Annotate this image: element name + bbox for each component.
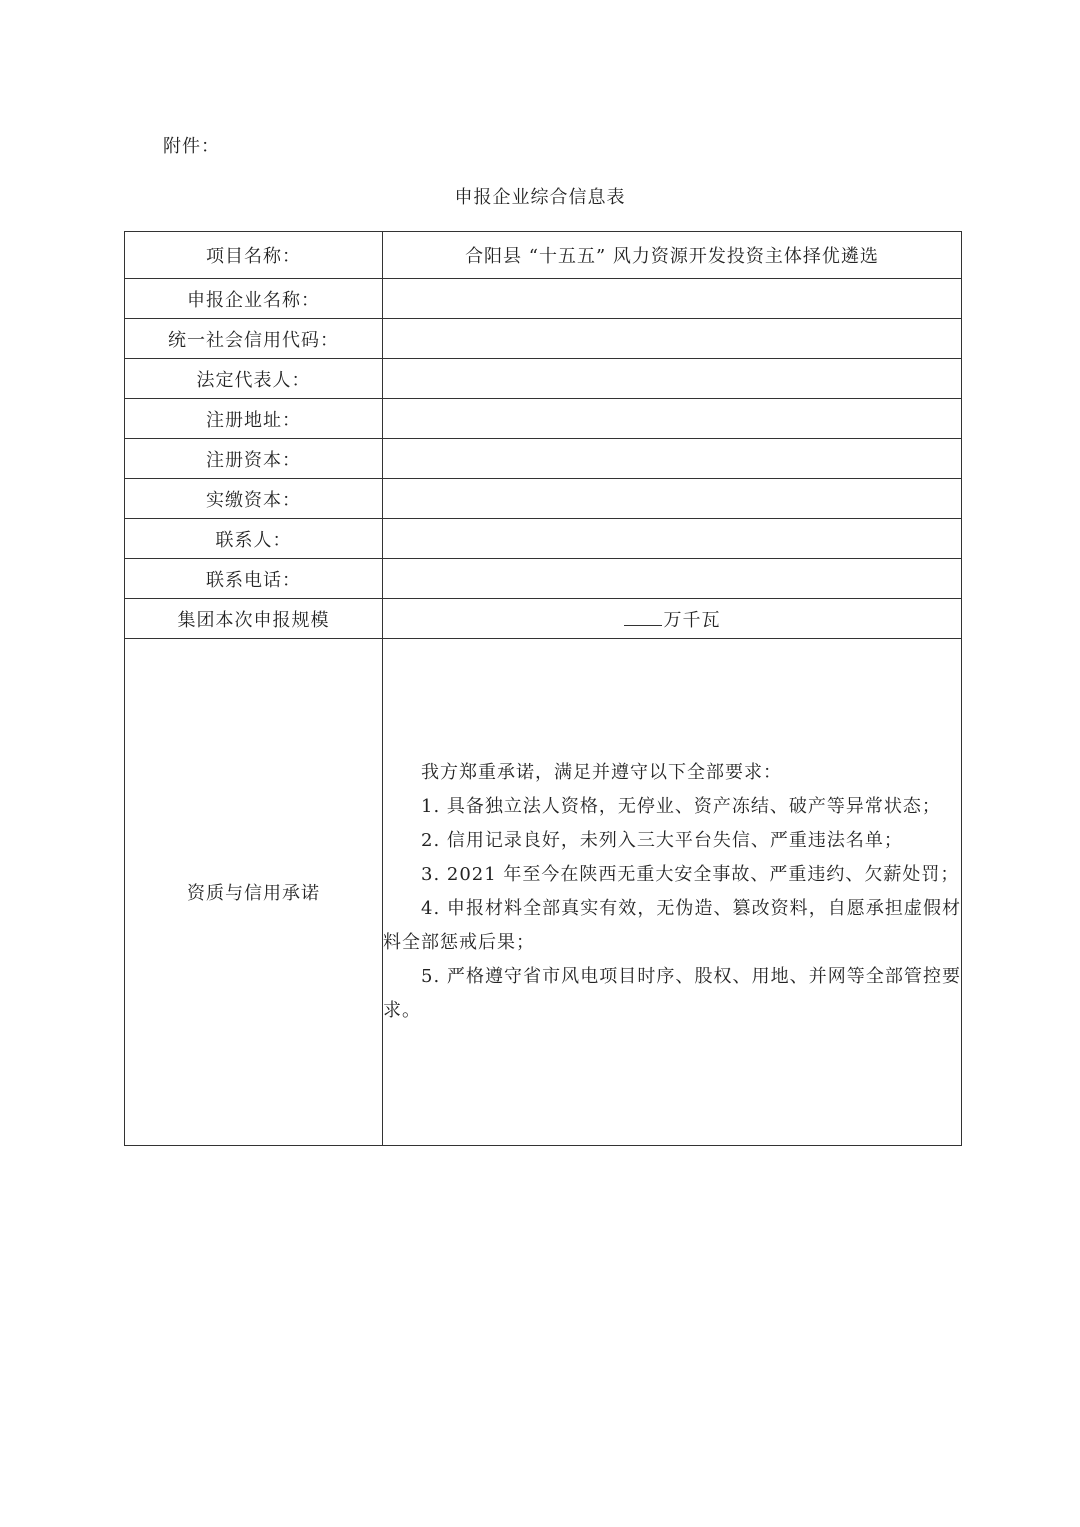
paid-capital-label: 实缴资本：: [125, 479, 383, 519]
commitment-intro: 我方郑重承诺，满足并遵守以下全部要求：: [421, 762, 782, 783]
legal-rep-label: 法定代表人：: [125, 359, 383, 399]
registered-address-label: 注册地址：: [125, 399, 383, 439]
row-paid-capital: [125, 479, 962, 519]
row-legal-rep: [125, 359, 962, 399]
row-company-name: [125, 279, 962, 319]
company-name-value[interactable]: [383, 279, 962, 319]
scale-value[interactable]: [383, 599, 962, 639]
row-registered-address: [125, 399, 962, 439]
project-name-value[interactable]: 合阳县 “十五五” 风力资源开发投资主体择优遴选: [383, 232, 962, 279]
form-title: 申报企业综合信息表: [454, 187, 626, 208]
attachment-label: 附件：: [163, 136, 220, 157]
info-table: [124, 231, 962, 1146]
contact-phone-label: 联系电话：: [125, 559, 383, 599]
credit-code-label: 统一社会信用代码：: [125, 319, 383, 359]
commitment-item-2: 2. 信用记录良好，未列入三大平台失信、严重违法名单；: [421, 830, 903, 851]
credit-code-value[interactable]: [383, 319, 962, 359]
commitment-label: 资质与信用承诺: [125, 639, 383, 1146]
commitment-item-4: 4. 申报材料全部真实有效，无伪造、篡改资料，自愿承担虚假材料全部惩戒后果；: [383, 898, 961, 953]
legal-rep-value[interactable]: [383, 359, 962, 399]
commitment-item-1: 1. 具备独立法人资格，无停业、资产冻结、破产等异常状态；: [421, 796, 941, 817]
contact-person-label: 联系人：: [125, 519, 383, 559]
contact-phone-value[interactable]: [383, 559, 962, 599]
row-contact-person: [125, 519, 962, 559]
company-name-label: 申报企业名称：: [125, 279, 383, 319]
contact-person-value[interactable]: [383, 519, 962, 559]
commitment-item-3: 3. 2021 年至今在陕西无重大安全事故、严重违约、欠薪处罚；: [421, 864, 960, 885]
scale-label: 集团本次申报规模: [125, 599, 383, 639]
row-contact-phone: [125, 559, 962, 599]
row-credit-code: [125, 319, 962, 359]
project-name-label: 项目名称：: [125, 232, 383, 279]
scale-unit: 万千瓦: [663, 609, 721, 631]
commitment-text: [383, 639, 962, 1146]
commitment-item-5: 5. 严格遵守省市风电项目时序、股权、用地、并网等全部管控要求。: [383, 966, 961, 1021]
row-project-name: [125, 232, 962, 279]
scale-blank[interactable]: [624, 607, 662, 626]
row-scale: [125, 599, 962, 639]
registered-address-value[interactable]: [383, 399, 962, 439]
row-registered-capital: [125, 439, 962, 479]
registered-capital-value[interactable]: [383, 439, 962, 479]
paid-capital-value[interactable]: [383, 479, 962, 519]
registered-capital-label: 注册资本：: [125, 439, 383, 479]
row-commitment: [125, 639, 962, 1146]
